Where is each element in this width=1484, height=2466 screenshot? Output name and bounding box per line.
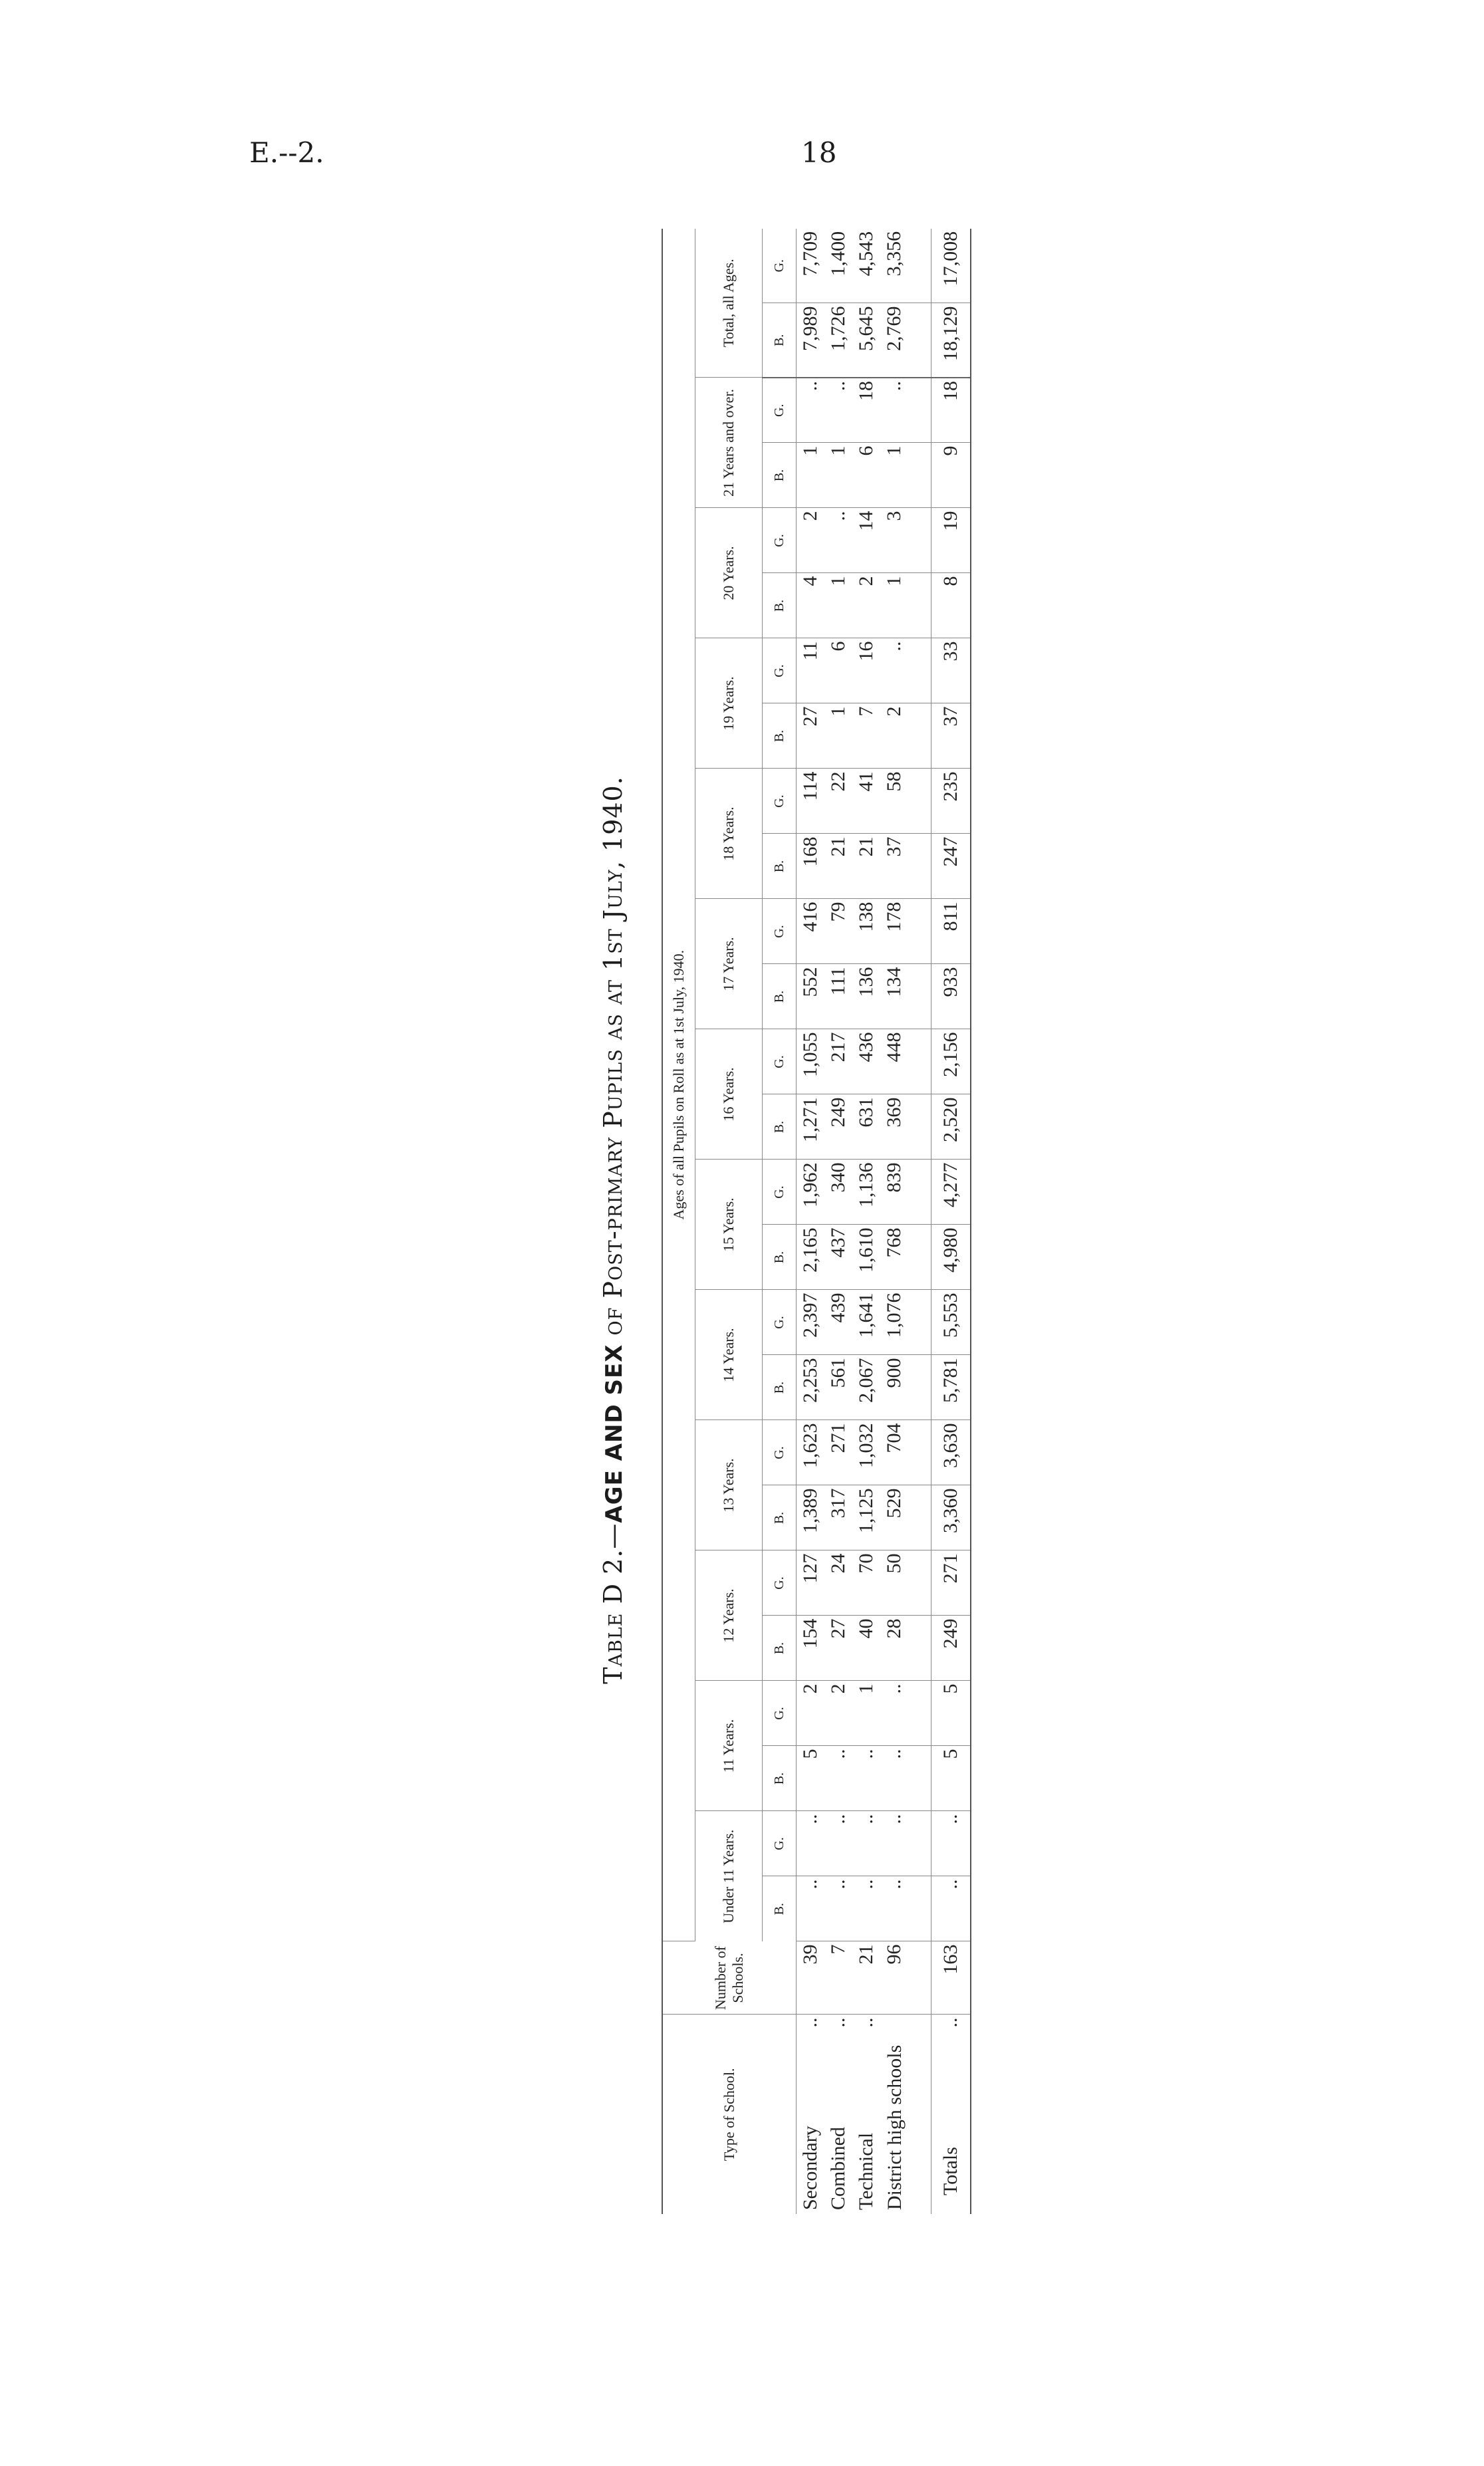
girls-subheader: G. — [763, 1290, 797, 1355]
girls-count-cell: 17,008 — [931, 229, 971, 303]
type-of-school-header: Type of School. — [662, 2015, 797, 2214]
girls-subheader: G. — [763, 769, 797, 834]
boys-count-cell: 1 — [824, 703, 852, 769]
leader-dots: .. — [855, 2017, 877, 2028]
boys-subheader: B. — [763, 573, 797, 638]
boys-count-cell: 529 — [880, 1485, 908, 1550]
girls-subheader: G. — [763, 899, 797, 964]
girls-count-cell: 79 — [824, 899, 852, 964]
boys-count-cell: 2,769 — [880, 303, 908, 378]
number-of-schools-cell: 163 — [931, 1941, 971, 2015]
age-group-header: Under 11 Years. — [695, 1811, 763, 1941]
boys-subheader: B. — [763, 1225, 797, 1290]
girls-count-cell: 1 — [852, 1681, 880, 1746]
age-sex-table — [662, 229, 971, 2214]
age-group-header: 15 Years. — [695, 1160, 763, 1290]
boys-count-cell: 552 — [797, 964, 825, 1029]
school-type-label: Totals — [939, 2147, 961, 2195]
boys-count-cell: 2 — [880, 703, 908, 769]
girls-count-cell: 7,709 — [797, 229, 825, 303]
girls-count-cell: 14 — [852, 508, 880, 573]
girls-subheader: G. — [763, 1550, 797, 1616]
boys-count-cell: 27 — [797, 703, 825, 769]
school-type-cell — [797, 2015, 825, 2214]
girls-count-cell: 1,962 — [797, 1160, 825, 1225]
boys-count-cell: 21 — [852, 834, 880, 899]
page-number: 18 — [801, 136, 837, 169]
boys-subheader: B. — [763, 1094, 797, 1160]
girls-count-cell: 114 — [797, 769, 825, 834]
girls-count-cell: 2,156 — [931, 1029, 971, 1094]
school-type-label: Secondary — [799, 2126, 821, 2210]
boys-count-cell: 3,360 — [931, 1485, 971, 1550]
school-type-cell — [824, 2015, 852, 2214]
girls-count-cell: 6 — [824, 638, 852, 703]
girls-count-cell: 18 — [931, 378, 971, 443]
girls-count-cell: 448 — [880, 1029, 908, 1094]
leader-dots: .. — [939, 2017, 961, 2028]
girls-count-cell: 16 — [852, 638, 880, 703]
boys-count-cell: 134 — [880, 964, 908, 1029]
boys-count-cell: 2,067 — [852, 1355, 880, 1420]
girls-subheader: G. — [763, 1811, 797, 1876]
school-type-label: Technical — [855, 2132, 877, 2210]
girls-count-cell: 22 — [824, 769, 852, 834]
girls-subheader: G. — [763, 1420, 797, 1485]
girls-count-cell: .. — [824, 1811, 852, 1876]
boys-count-cell: 111 — [824, 964, 852, 1029]
boys-count-cell: 37 — [880, 834, 908, 899]
boys-count-cell: 1,389 — [797, 1485, 825, 1550]
boys-count-cell: 2,520 — [931, 1094, 971, 1160]
girls-subheader: G. — [763, 1029, 797, 1094]
girls-subheader: G. — [763, 1681, 797, 1746]
girls-count-cell: 58 — [880, 769, 908, 834]
age-group-header: 14 Years. — [695, 1290, 763, 1420]
table-row — [852, 229, 880, 2214]
girls-count-cell: 217 — [824, 1029, 852, 1094]
table-row — [797, 229, 825, 2214]
boys-count-cell: 1 — [880, 573, 908, 638]
girls-count-cell: 2 — [797, 508, 825, 573]
girls-count-cell: 3 — [880, 508, 908, 573]
school-type-cell — [880, 2015, 908, 2214]
rotated-table-block — [598, 233, 1356, 2227]
boys-count-cell: 37 — [931, 703, 971, 769]
girls-count-cell: 2 — [797, 1681, 825, 1746]
girls-count-cell: 127 — [797, 1550, 825, 1616]
title-rest: of Post-primary Pupils as at 1st July, 1940. — [598, 776, 628, 1344]
girls-count-cell: .. — [880, 378, 908, 443]
boys-count-cell: 168 — [797, 834, 825, 899]
girls-count-cell: .. — [824, 508, 852, 573]
boys-count-cell: 1 — [880, 443, 908, 508]
boys-count-cell: 136 — [852, 964, 880, 1029]
girls-count-cell: 271 — [824, 1420, 852, 1485]
age-group-header: 13 Years. — [695, 1420, 763, 1550]
boys-count-cell: 8 — [931, 573, 971, 638]
title-prefix: Table D 2.— — [598, 1523, 628, 1684]
boys-count-cell: 5 — [797, 1746, 825, 1811]
boys-count-cell: 900 — [880, 1355, 908, 1420]
boys-count-cell: .. — [824, 1746, 852, 1811]
school-type-label: District high schools — [883, 2044, 906, 2210]
boys-count-cell: 9 — [931, 443, 971, 508]
boys-count-cell: 317 — [824, 1485, 852, 1550]
boys-count-cell: 40 — [852, 1616, 880, 1681]
girls-count-cell: 11 — [797, 638, 825, 703]
boys-count-cell: 1,726 — [824, 303, 852, 378]
boys-count-cell: 369 — [880, 1094, 908, 1160]
boys-count-cell: 247 — [931, 834, 971, 899]
girls-count-cell: 5 — [931, 1681, 971, 1746]
girls-subheader: G. — [763, 638, 797, 703]
boys-count-cell: 631 — [852, 1094, 880, 1160]
girls-count-cell: 41 — [852, 769, 880, 834]
girls-count-cell: 439 — [824, 1290, 852, 1355]
girls-count-cell: 1,136 — [852, 1160, 880, 1225]
boys-count-cell: 28 — [880, 1616, 908, 1681]
number-of-schools-cell: 7 — [824, 1941, 852, 2015]
girls-count-cell: 235 — [931, 769, 971, 834]
boys-count-cell: .. — [797, 1876, 825, 1941]
girls-subheader: G. — [763, 378, 797, 443]
boys-count-cell: 249 — [931, 1616, 971, 1681]
number-of-schools-cell: 39 — [797, 1941, 825, 2015]
girls-count-cell: 2 — [824, 1681, 852, 1746]
boys-count-cell: 249 — [824, 1094, 852, 1160]
boys-count-cell: 1 — [824, 573, 852, 638]
girls-count-cell: 4,543 — [852, 229, 880, 303]
number-of-schools-cell: 21 — [852, 1941, 880, 2015]
totals-row — [931, 229, 971, 2214]
school-type-cell — [931, 2015, 971, 2214]
age-group-header: 20 Years. — [695, 508, 763, 638]
age-group-header: 18 Years. — [695, 769, 763, 899]
girls-subheader: G. — [763, 229, 797, 303]
boys-count-cell: 18,129 — [931, 303, 971, 378]
boys-count-cell: 1,271 — [797, 1094, 825, 1160]
boys-count-cell: .. — [852, 1876, 880, 1941]
school-type-cell — [852, 2015, 880, 2214]
boys-subheader: B. — [763, 1485, 797, 1550]
girls-count-cell: .. — [852, 1811, 880, 1876]
boys-count-cell: 437 — [824, 1225, 852, 1290]
boys-count-cell: 154 — [797, 1616, 825, 1681]
number-of-schools-cell: 96 — [880, 1941, 908, 2015]
girls-count-cell: 3,630 — [931, 1420, 971, 1485]
girls-count-cell: 19 — [931, 508, 971, 573]
girls-count-cell: 18 — [852, 378, 880, 443]
table-title — [598, 233, 638, 2227]
age-group-header: 21 Years and over. — [695, 378, 763, 508]
boys-count-cell: 1 — [824, 443, 852, 508]
girls-count-cell: .. — [824, 378, 852, 443]
boys-count-cell: 1,125 — [852, 1485, 880, 1550]
document-code: E.--2. — [249, 136, 324, 169]
age-group-header: 19 Years. — [695, 638, 763, 769]
girls-count-cell: .. — [880, 638, 908, 703]
title-bold: AGE AND SEX — [601, 1344, 628, 1523]
girls-count-cell: 704 — [880, 1420, 908, 1485]
ages-header: Ages of all Pupils on Roll as at 1st July, 1940. — [662, 229, 695, 1941]
age-group-header: 17 Years. — [695, 899, 763, 1029]
boys-count-cell: 561 — [824, 1355, 852, 1420]
boys-count-cell: 4 — [797, 573, 825, 638]
girls-count-cell: 24 — [824, 1550, 852, 1616]
boys-subheader: B. — [763, 834, 797, 899]
age-group-header: 16 Years. — [695, 1029, 763, 1160]
boys-subheader: B. — [763, 703, 797, 769]
boys-subheader: B. — [763, 1616, 797, 1681]
girls-count-cell: .. — [797, 378, 825, 443]
boys-subheader: B. — [763, 1746, 797, 1811]
girls-count-cell: 1,076 — [880, 1290, 908, 1355]
girls-count-cell: 436 — [852, 1029, 880, 1094]
boys-count-cell: 768 — [880, 1225, 908, 1290]
boys-count-cell: 5,781 — [931, 1355, 971, 1420]
girls-count-cell: 811 — [931, 899, 971, 964]
boys-count-cell: 6 — [852, 443, 880, 508]
girls-count-cell: 2,397 — [797, 1290, 825, 1355]
girls-count-cell: 340 — [824, 1160, 852, 1225]
girls-count-cell: 3,356 — [880, 229, 908, 303]
girls-subheader: G. — [763, 1160, 797, 1225]
girls-count-cell: .. — [880, 1681, 908, 1746]
boys-subheader: B. — [763, 303, 797, 378]
age-group-header: Total, all Ages. — [695, 229, 763, 378]
boys-count-cell: .. — [880, 1746, 908, 1811]
boys-count-cell: 1,610 — [852, 1225, 880, 1290]
leader-dots: .. — [827, 2017, 849, 2028]
girls-count-cell: 1,623 — [797, 1420, 825, 1485]
boys-count-cell: 7 — [852, 703, 880, 769]
girls-count-cell: .. — [880, 1811, 908, 1876]
girls-count-cell: 1,641 — [852, 1290, 880, 1355]
table-row — [880, 229, 908, 2214]
boys-count-cell: 2 — [852, 573, 880, 638]
boys-count-cell: .. — [880, 1876, 908, 1941]
girls-count-cell: 178 — [880, 899, 908, 964]
girls-count-cell: 138 — [852, 899, 880, 964]
number-of-schools-header: Number of Schools. — [662, 1941, 797, 2015]
girls-count-cell: 4,277 — [931, 1160, 971, 1225]
spacer-row — [908, 229, 931, 2214]
boys-count-cell: 27 — [824, 1616, 852, 1681]
girls-count-cell: 33 — [931, 638, 971, 703]
boys-count-cell: .. — [824, 1876, 852, 1941]
boys-count-cell: .. — [931, 1876, 971, 1941]
leader-dots: .. — [799, 2017, 821, 2028]
school-type-label: Combined — [827, 2127, 849, 2210]
boys-subheader: B. — [763, 1876, 797, 1941]
table-row — [824, 229, 852, 2214]
girls-count-cell: .. — [931, 1811, 971, 1876]
boys-count-cell: 2,253 — [797, 1355, 825, 1420]
boys-count-cell: .. — [852, 1746, 880, 1811]
girls-count-cell: 5,553 — [931, 1290, 971, 1355]
boys-count-cell: 5 — [931, 1746, 971, 1811]
age-group-header: 11 Years. — [695, 1681, 763, 1811]
boys-count-cell: 933 — [931, 964, 971, 1029]
boys-count-cell: 5,645 — [852, 303, 880, 378]
girls-count-cell: 1,400 — [824, 229, 852, 303]
girls-subheader: G. — [763, 508, 797, 573]
boys-count-cell: 4,980 — [931, 1225, 971, 1290]
girls-count-cell: 50 — [880, 1550, 908, 1616]
girls-count-cell: 271 — [931, 1550, 971, 1616]
boys-subheader: B. — [763, 443, 797, 508]
girls-count-cell: 839 — [880, 1160, 908, 1225]
boys-count-cell: 1 — [797, 443, 825, 508]
girls-count-cell: 416 — [797, 899, 825, 964]
girls-count-cell: .. — [797, 1811, 825, 1876]
boys-subheader: B. — [763, 964, 797, 1029]
girls-count-cell: 1,055 — [797, 1029, 825, 1094]
girls-count-cell: 70 — [852, 1550, 880, 1616]
boys-count-cell: 2,165 — [797, 1225, 825, 1290]
boys-count-cell: 21 — [824, 834, 852, 899]
boys-subheader: B. — [763, 1355, 797, 1420]
girls-count-cell: 1,032 — [852, 1420, 880, 1485]
age-group-header: 12 Years. — [695, 1550, 763, 1681]
boys-count-cell: 7,989 — [797, 303, 825, 378]
